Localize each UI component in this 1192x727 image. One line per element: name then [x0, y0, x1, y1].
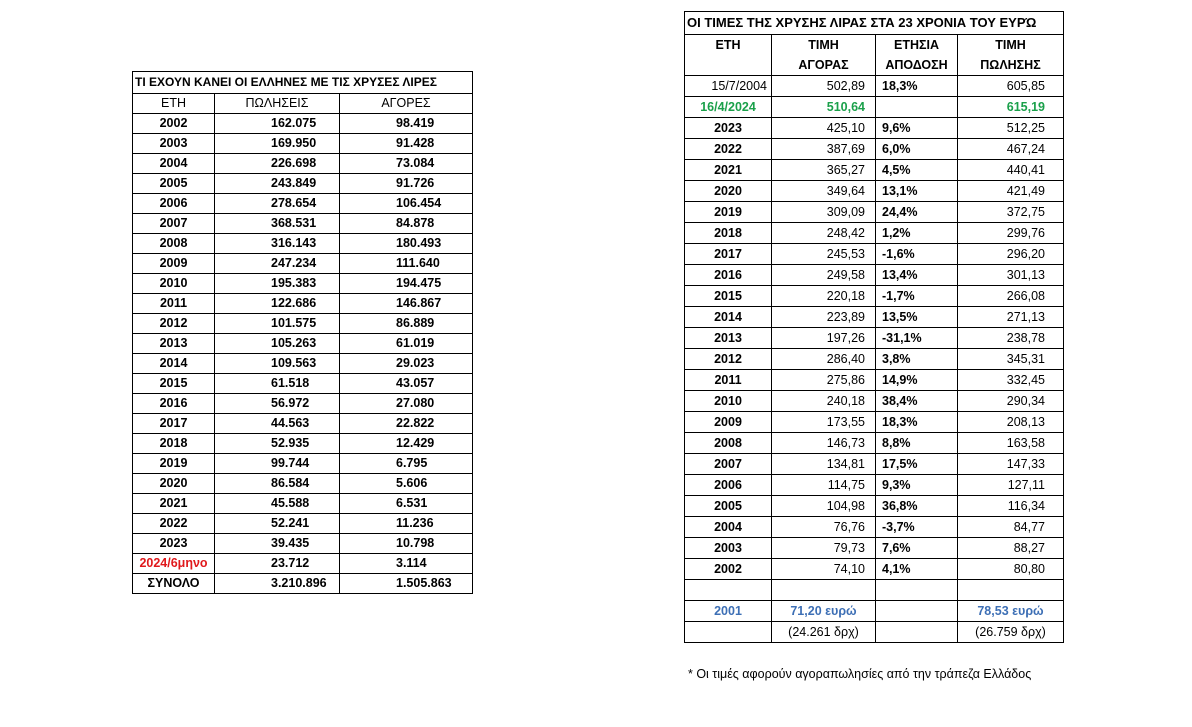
table-row [133, 474, 473, 494]
year-cell [685, 622, 772, 643]
sell-price-cell: 271,13 [958, 307, 1064, 328]
buy-price-cell: 309,09 [772, 202, 876, 223]
annual-return-cell: 6,0% [876, 139, 958, 160]
year-cell: 2015 [133, 374, 215, 394]
buy-price-cell: 76,76 [772, 517, 876, 538]
column-header-years: ΕΤΗ [133, 94, 215, 114]
table-row [133, 374, 473, 394]
table-row [133, 494, 473, 514]
sales-cell: 122.686 [215, 294, 340, 314]
sell-price-cell: 84,77 [958, 517, 1064, 538]
sell-price-cell: 421,49 [958, 181, 1064, 202]
purchases-cell: 61.019 [340, 334, 473, 354]
year-cell: 2015 [685, 286, 772, 307]
sell-price-cell: 345,31 [958, 349, 1064, 370]
buy-price-cell: 104,98 [772, 496, 876, 517]
buy-price-cell: (24.261 δρχ) [772, 622, 876, 643]
year-cell: 2013 [133, 334, 215, 354]
sales-cell: 278.654 [215, 194, 340, 214]
year-cell: 2001 [685, 601, 772, 622]
table-row [685, 475, 1064, 496]
table-row [133, 114, 473, 134]
purchases-cell: 12.429 [340, 434, 473, 454]
year-cell: 2023 [133, 534, 215, 554]
buy-price-cell: 249,58 [772, 265, 876, 286]
gold-sovereign-prices-table [684, 11, 1064, 643]
sales-cell: 109.563 [215, 354, 340, 374]
year-cell: 2021 [685, 160, 772, 181]
sell-price-cell: 440,41 [958, 160, 1064, 181]
table-row [133, 394, 473, 414]
annual-return-cell: 9,3% [876, 475, 958, 496]
sales-cell: 86.584 [215, 474, 340, 494]
annual-return-cell: 24,4% [876, 202, 958, 223]
table-row [133, 194, 473, 214]
sell-price-cell: 301,13 [958, 265, 1064, 286]
empty-cell [876, 580, 958, 601]
sales-cell: 226.698 [215, 154, 340, 174]
year-cell: 15/7/2004 [685, 76, 772, 97]
year-cell: 2004 [133, 154, 215, 174]
sell-price-cell: 512,25 [958, 118, 1064, 139]
table-row [685, 202, 1064, 223]
sales-cell: 101.575 [215, 314, 340, 334]
annual-return-cell: -1,7% [876, 286, 958, 307]
table-row [685, 244, 1064, 265]
sales-cell: 3.210.896 [215, 574, 340, 594]
buy-price-cell: 146,73 [772, 433, 876, 454]
buy-price-cell: 223,89 [772, 307, 876, 328]
sell-price-cell: 88,27 [958, 538, 1064, 559]
year-cell: 2003 [133, 134, 215, 154]
annual-return-cell: 4,1% [876, 559, 958, 580]
purchases-cell: 84.878 [340, 214, 473, 234]
column-header-annual-return: ΕΤΗΣΙΑ [876, 35, 958, 56]
annual-return-cell: 13,5% [876, 307, 958, 328]
sell-price-cell: 127,11 [958, 475, 1064, 496]
table-row [685, 76, 1064, 97]
table-title-row [133, 72, 473, 94]
sales-cell: 56.972 [215, 394, 340, 414]
table-row [133, 314, 473, 334]
table-row [685, 286, 1064, 307]
table-row [133, 514, 473, 534]
year-cell: 2006 [685, 475, 772, 496]
sales-cell: 61.518 [215, 374, 340, 394]
purchases-cell: 1.505.863 [340, 574, 473, 594]
table-row [685, 181, 1064, 202]
table-row [685, 559, 1064, 580]
year-cell: 2022 [685, 139, 772, 160]
column-header-sell-price: ΤΙΜΗ [958, 35, 1064, 56]
sell-price-cell: 78,53 ευρώ [958, 601, 1064, 622]
purchases-cell: 180.493 [340, 234, 473, 254]
table-header-row-1 [685, 35, 1064, 56]
table-row [685, 160, 1064, 181]
sell-price-cell: 290,34 [958, 391, 1064, 412]
table-title: ΟΙ ΤΙΜΕΣ ΤΗΣ ΧΡΥΣΗΣ ΛΙΡΑΣ ΣΤΑ 23 ΧΡΟΝΙΑ ΤΟΥ ΕΥΡΏ [685, 12, 1064, 35]
sell-price-cell: 80,80 [958, 559, 1064, 580]
buy-price-cell: 74,10 [772, 559, 876, 580]
table-row [685, 349, 1064, 370]
buy-price-cell: 425,10 [772, 118, 876, 139]
table-row [133, 134, 473, 154]
year-cell: 2016 [685, 265, 772, 286]
table-row [685, 223, 1064, 244]
year-cell: 2009 [685, 412, 772, 433]
sales-cell: 316.143 [215, 234, 340, 254]
annual-return-cell: 14,9% [876, 370, 958, 391]
annual-return-cell: 8,8% [876, 433, 958, 454]
table-row [133, 534, 473, 554]
purchases-cell: 22.822 [340, 414, 473, 434]
annual-return-cell: 38,4% [876, 391, 958, 412]
annual-return-cell: -3,7% [876, 517, 958, 538]
sales-cell: 99.744 [215, 454, 340, 474]
sales-cell: 52.935 [215, 434, 340, 454]
sell-price-cell: 238,78 [958, 328, 1064, 349]
year-cell: 2002 [133, 114, 215, 134]
table-row [685, 517, 1064, 538]
table-row [133, 574, 473, 594]
table-row [685, 118, 1064, 139]
column-header-buy-price-2: ΑΓΟΡΑΣ [772, 55, 876, 76]
year-cell: 2020 [133, 474, 215, 494]
annual-return-cell: 18,3% [876, 76, 958, 97]
table-row [685, 265, 1064, 286]
table-row [133, 154, 473, 174]
table-row [133, 354, 473, 374]
sell-price-cell: 467,24 [958, 139, 1064, 160]
sell-price-cell: 372,75 [958, 202, 1064, 223]
sales-cell: 368.531 [215, 214, 340, 234]
annual-return-cell: -1,6% [876, 244, 958, 265]
table-row [685, 496, 1064, 517]
empty-cell [958, 580, 1064, 601]
sell-price-cell: 147,33 [958, 454, 1064, 475]
sell-price-cell: 332,45 [958, 370, 1064, 391]
purchases-cell: 11.236 [340, 514, 473, 534]
purchases-cell: 86.889 [340, 314, 473, 334]
purchases-cell: 6.531 [340, 494, 473, 514]
buy-price-cell: 387,69 [772, 139, 876, 160]
table-row [133, 234, 473, 254]
purchases-cell: 146.867 [340, 294, 473, 314]
table-row [133, 294, 473, 314]
year-cell: 2019 [133, 454, 215, 474]
sales-cell: 39.435 [215, 534, 340, 554]
table-header-row-2 [685, 55, 1064, 76]
purchases-cell: 43.057 [340, 374, 473, 394]
purchases-cell: 106.454 [340, 194, 473, 214]
year-cell: 2008 [685, 433, 772, 454]
year-cell: 2016 [133, 394, 215, 414]
column-header-years-2 [685, 55, 772, 76]
purchases-cell: 5.606 [340, 474, 473, 494]
year-cell: 2010 [133, 274, 215, 294]
table-row [685, 391, 1064, 412]
sell-price-cell: 296,20 [958, 244, 1064, 265]
annual-return-cell [876, 622, 958, 643]
column-header-sales: ΠΩΛΗΣΕΙΣ [215, 94, 340, 114]
year-cell: 2003 [685, 538, 772, 559]
table-row [685, 370, 1064, 391]
empty-cell [685, 580, 772, 601]
table-row-base-year [685, 601, 1064, 622]
year-cell: 2017 [133, 414, 215, 434]
buy-price-cell: 220,18 [772, 286, 876, 307]
table-row [685, 328, 1064, 349]
sell-price-cell: 299,76 [958, 223, 1064, 244]
year-cell: 2007 [133, 214, 215, 234]
year-cell: 2002 [685, 559, 772, 580]
year-cell: 2020 [685, 181, 772, 202]
table-row [133, 414, 473, 434]
table-row [685, 433, 1064, 454]
table-row-highlight [685, 97, 1064, 118]
year-cell: 2006 [133, 194, 215, 214]
buy-price-cell: 248,42 [772, 223, 876, 244]
annual-return-cell: -31,1% [876, 328, 958, 349]
table-row [133, 334, 473, 354]
table-row [685, 139, 1064, 160]
table-row [133, 174, 473, 194]
column-header-purchases: ΑΓΟΡΕΣ [340, 94, 473, 114]
year-cell: 2011 [133, 294, 215, 314]
buy-price-cell: 275,86 [772, 370, 876, 391]
year-cell: 2011 [685, 370, 772, 391]
table-row [685, 454, 1064, 475]
column-header-buy-price: ΤΙΜΗ [772, 35, 876, 56]
table-row [133, 254, 473, 274]
buy-price-cell: 286,40 [772, 349, 876, 370]
year-cell: 2019 [685, 202, 772, 223]
purchases-cell: 10.798 [340, 534, 473, 554]
purchases-cell: 3.114 [340, 554, 473, 574]
year-cell: 2012 [685, 349, 772, 370]
table-row [685, 538, 1064, 559]
year-cell: 16/4/2024 [685, 97, 772, 118]
year-cell: 2024/6μηνο [133, 554, 215, 574]
year-cell: 2023 [685, 118, 772, 139]
purchases-cell: 29.023 [340, 354, 473, 374]
annual-return-cell: 13,4% [876, 265, 958, 286]
table-title-row [685, 12, 1064, 35]
year-cell: 2018 [685, 223, 772, 244]
annual-return-cell: 7,6% [876, 538, 958, 559]
table-row [685, 307, 1064, 328]
table-row [133, 454, 473, 474]
table-title: ΤΙ ΕΧΟΥΝ ΚΑΝΕΙ ΟΙ ΕΛΛΗΝΕΣ ΜΕ ΤΙΣ ΧΡΥΣΕΣ ΛΙΡΕΣ [133, 72, 473, 94]
sales-cell: 247.234 [215, 254, 340, 274]
footnote: * Οι τιμές αφορούν αγοραπωλησίες από την τράπεζα Ελλάδος [688, 667, 1032, 681]
table-row [133, 274, 473, 294]
annual-return-cell: 1,2% [876, 223, 958, 244]
annual-return-cell: 9,6% [876, 118, 958, 139]
purchases-cell: 91.726 [340, 174, 473, 194]
year-cell: 2009 [133, 254, 215, 274]
year-cell: 2010 [685, 391, 772, 412]
year-cell: ΣΥΝΟΛΟ [133, 574, 215, 594]
greek-gold-sovereign-transactions-table [132, 71, 473, 594]
sales-cell: 162.075 [215, 114, 340, 134]
buy-price-cell: 240,18 [772, 391, 876, 412]
sales-cell: 243.849 [215, 174, 340, 194]
buy-price-cell: 510,64 [772, 97, 876, 118]
year-cell: 2018 [133, 434, 215, 454]
annual-return-cell: 36,8% [876, 496, 958, 517]
annual-return-cell: 17,5% [876, 454, 958, 475]
annual-return-cell: 4,5% [876, 160, 958, 181]
table-row [685, 412, 1064, 433]
table-row [133, 554, 473, 574]
sales-cell: 44.563 [215, 414, 340, 434]
purchases-cell: 98.419 [340, 114, 473, 134]
sales-cell: 105.263 [215, 334, 340, 354]
sales-cell: 52.241 [215, 514, 340, 534]
purchases-cell: 6.795 [340, 454, 473, 474]
sell-price-cell: 266,08 [958, 286, 1064, 307]
sell-price-cell: 163,58 [958, 433, 1064, 454]
annual-return-cell: 18,3% [876, 412, 958, 433]
purchases-cell: 111.640 [340, 254, 473, 274]
buy-price-cell: 71,20 ευρώ [772, 601, 876, 622]
sell-price-cell: 208,13 [958, 412, 1064, 433]
buy-price-cell: 79,73 [772, 538, 876, 559]
buy-price-cell: 173,55 [772, 412, 876, 433]
sell-price-cell: 605,85 [958, 76, 1064, 97]
year-cell: 2008 [133, 234, 215, 254]
annual-return-cell: 13,1% [876, 181, 958, 202]
sell-price-cell: 116,34 [958, 496, 1064, 517]
purchases-cell: 73.084 [340, 154, 473, 174]
year-cell: 2012 [133, 314, 215, 334]
sales-cell: 23.712 [215, 554, 340, 574]
table-row [133, 434, 473, 454]
year-cell: 2014 [133, 354, 215, 374]
column-header-years: ΕΤΗ [685, 35, 772, 56]
sell-price-cell: (26.759 δρχ) [958, 622, 1064, 643]
buy-price-cell: 245,53 [772, 244, 876, 265]
year-cell: 2017 [685, 244, 772, 265]
year-cell: 2014 [685, 307, 772, 328]
sales-cell: 169.950 [215, 134, 340, 154]
year-cell: 2004 [685, 517, 772, 538]
buy-price-cell: 134,81 [772, 454, 876, 475]
column-header-annual-return-2: ΑΠΟΔΟΣΗ [876, 55, 958, 76]
annual-return-cell [876, 601, 958, 622]
table-row-drachma [685, 622, 1064, 643]
column-header-sell-price-2: ΠΩΛΗΣΗΣ [958, 55, 1064, 76]
sales-cell: 45.588 [215, 494, 340, 514]
buy-price-cell: 365,27 [772, 160, 876, 181]
spacer-row [685, 580, 1064, 601]
year-cell: 2005 [133, 174, 215, 194]
buy-price-cell: 502,89 [772, 76, 876, 97]
buy-price-cell: 114,75 [772, 475, 876, 496]
year-cell: 2021 [133, 494, 215, 514]
annual-return-cell: 3,8% [876, 349, 958, 370]
purchases-cell: 194.475 [340, 274, 473, 294]
year-cell: 2007 [685, 454, 772, 475]
purchases-cell: 91.428 [340, 134, 473, 154]
sell-price-cell: 615,19 [958, 97, 1064, 118]
year-cell: 2013 [685, 328, 772, 349]
annual-return-cell [876, 97, 958, 118]
year-cell: 2005 [685, 496, 772, 517]
table-header-row [133, 94, 473, 114]
buy-price-cell: 197,26 [772, 328, 876, 349]
buy-price-cell: 349,64 [772, 181, 876, 202]
table-row [133, 214, 473, 234]
year-cell: 2022 [133, 514, 215, 534]
sales-cell: 195.383 [215, 274, 340, 294]
purchases-cell: 27.080 [340, 394, 473, 414]
empty-cell [772, 580, 876, 601]
